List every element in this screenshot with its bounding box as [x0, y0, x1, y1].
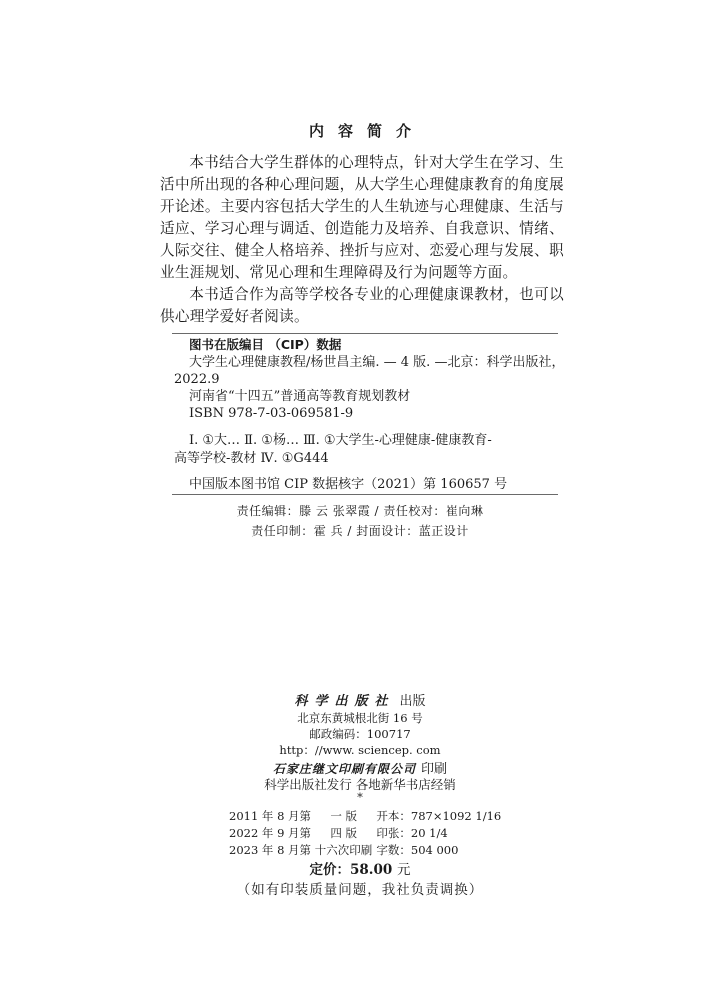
publisher-address: 北京东黄城根北街 16 号 [297, 711, 423, 725]
edition-spec: 开本：787×1092 1/16 [376, 809, 502, 823]
printer-name: 石家庄继文印刷有限公司 [272, 762, 416, 776]
separator-star: * [357, 790, 363, 804]
cip-record-number: 中国版本图书馆 CIP 数据核字（2021）第 160657 号 [189, 477, 508, 492]
publisher-postcode: 邮政编码：100717 [309, 727, 411, 741]
edition-date: 2022 年 9 月第 [229, 826, 312, 840]
credits-editors: 责任编辑：滕 云 张翠霞 / 责任校对：崔向琳 [236, 504, 484, 518]
edition-number: 一 版 [330, 809, 358, 823]
cip-top-rule [172, 333, 558, 334]
edition-row-1 [229, 808, 501, 824]
summary-text [160, 152, 564, 328]
printer-action: 印刷 [421, 762, 448, 777]
cip-heading: 图书在版编目 （CIP）数据 [189, 337, 342, 352]
edition-number: 十六次印刷 [314, 843, 373, 857]
summary-paragraph-2: 本书适合作为高等学校各专业的心理健康课教材，也可以供心理学爱好者阅读。 [160, 286, 564, 325]
cip-series-line: 河南省“十四五”普通高等教育规划教材 [189, 389, 411, 404]
credits-production: 责任印制：霍 兵 / 封面设计：蓝正设计 [251, 524, 469, 538]
price-line [0, 858, 720, 878]
edition-date: 2023 年 8 月第 [229, 843, 312, 857]
summary-paragraph-1: 本书结合大学生群体的心理特点，针对大学生在学习、生活中所出现的各种心理问题，从大学生心理健康教育的角度展开论述。主要内容包括大学生的人生轨迹与心理健康、生活与适应、学习心理与调适、创造能力及培养、自我意识、情绪、人际交往、健全人格培养、挫折与应对、恋爱心理与发展、职业生涯规划、常见心理和生理障碍及行为问题等方面。 [160, 154, 564, 281]
price-label: 定价： [309, 862, 350, 878]
cip-title-line-cont: 2022.9 [174, 372, 220, 387]
cip-classification-2: 高等学校-教材 Ⅳ. ①G444 [174, 451, 329, 466]
edition-row-3 [229, 842, 458, 858]
cip-bottom-rule [172, 494, 558, 495]
edition-number: 四 版 [330, 826, 358, 840]
page-title: 内容简介 [308, 122, 425, 140]
edition-row-2 [229, 825, 448, 841]
cip-classification-1: Ⅰ. ①大… Ⅱ. ①杨… Ⅲ. ①大学生-心理健康-健康教育- [189, 433, 492, 448]
distribution-line: 科学出版社发行 各地新华书店经销 [264, 777, 456, 792]
quality-notice: （如有印装质量问题，我社负责调换） [236, 882, 484, 898]
price-value: 58.00 [350, 862, 393, 878]
cip-title-line: 大学生心理健康教程/杨世昌主编. — 4 版. —北京：科学出版社， [189, 355, 565, 370]
publisher-website: http：//www. sciencep. com [279, 743, 441, 757]
edition-date: 2011 年 8 月第 [229, 809, 312, 823]
edition-spec: 印张：20 1/4 [376, 826, 448, 840]
publisher-action: 出版 [399, 694, 426, 709]
publisher-line [0, 690, 720, 709]
publisher-name: 科学出版社 [294, 694, 395, 709]
cip-isbn: ISBN 978-7-03-069581-9 [189, 406, 354, 421]
edition-spec: 字数：504 000 [376, 843, 459, 857]
price-unit: 元 [396, 862, 411, 878]
